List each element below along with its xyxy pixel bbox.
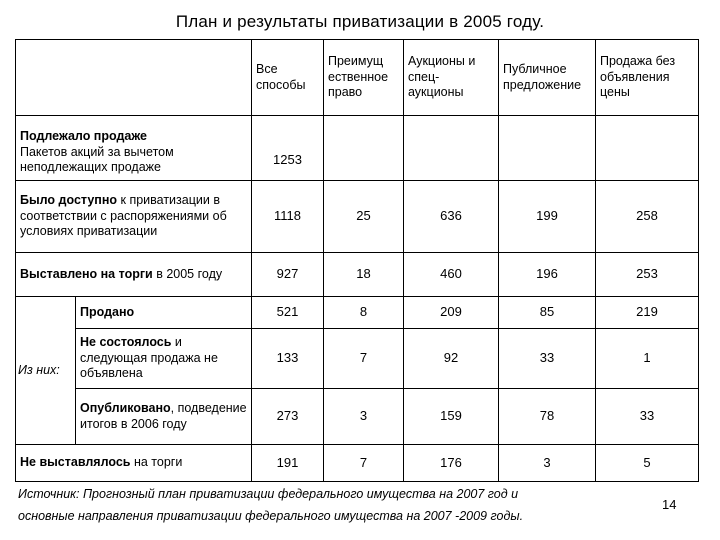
table-cell: 521 <box>252 297 324 329</box>
table-cell: 196 <box>499 253 596 297</box>
table-cell: 636 <box>404 181 499 253</box>
header-empty-cell <box>16 40 252 116</box>
source-note <box>18 483 523 527</box>
table-cell: 199 <box>499 181 596 253</box>
source-line: основные направления приватизации федерального имущества на 2007 -2009 годы. <box>18 509 524 523</box>
table-cell: 7 <box>324 329 404 389</box>
table-cell: 78 <box>499 389 596 445</box>
row-label-not-put-up: Не выставлялось на торги <box>16 445 252 482</box>
table-cell: 176 <box>404 445 499 482</box>
table-cell: 253 <box>596 253 699 297</box>
table-cell: 1 <box>596 329 699 389</box>
table-cell: 159 <box>404 389 499 445</box>
privatization-table <box>15 39 699 482</box>
table-row <box>16 181 699 253</box>
table-cell: 1253 <box>252 116 324 181</box>
table-cell: 1118 <box>252 181 324 253</box>
table-cell: 25 <box>324 181 404 253</box>
page-number: 14 <box>662 497 677 512</box>
table-cell: 460 <box>404 253 499 297</box>
table-cell: 85 <box>499 297 596 329</box>
row-label-put-up-for-auction: Выставлено на торги в 2005 году <box>16 253 252 297</box>
table-cell: 927 <box>252 253 324 297</box>
header-row <box>16 40 699 116</box>
table-cell: 191 <box>252 445 324 482</box>
table-cell <box>404 116 499 181</box>
row-label-available: Было доступно к приватизации в соответствии с распоряжениями об условиях приватизации <box>16 181 252 253</box>
table-cell <box>499 116 596 181</box>
table-cell: 273 <box>252 389 324 445</box>
table-row <box>16 297 699 329</box>
table-cell: 258 <box>596 181 699 253</box>
table-cell: 209 <box>404 297 499 329</box>
col-header-all-methods: Все способы <box>252 40 324 116</box>
table-cell: 3 <box>499 445 596 482</box>
source-line: Источник: Прогнозный план приватизации федерального имущества на 2007 год и <box>18 487 519 501</box>
col-header-public-offer: Публичное предложение <box>499 40 596 116</box>
row-label-sold: Продано <box>76 297 252 329</box>
table-row <box>16 253 699 297</box>
table-cell: 8 <box>324 297 404 329</box>
table-row <box>16 389 699 445</box>
table-cell <box>324 116 404 181</box>
page-title: План и результаты приватизации в 2005 году. <box>175 12 545 31</box>
col-header-auctions: Аукционы и спец-аукционы <box>404 40 499 116</box>
table-row <box>16 445 699 482</box>
table-cell: 219 <box>596 297 699 329</box>
of-which-label: Из них: <box>18 362 60 377</box>
table-cell: 33 <box>499 329 596 389</box>
table-cell <box>596 116 699 181</box>
col-header-preemptive-right: Преимущ ественное право <box>324 40 404 116</box>
table-cell: 7 <box>324 445 404 482</box>
of-which-label-cell <box>16 297 76 445</box>
table-cell: 3 <box>324 389 404 445</box>
table-cell: 92 <box>404 329 499 389</box>
table-row <box>16 329 699 389</box>
table-cell: 133 <box>252 329 324 389</box>
table-cell: 18 <box>324 253 404 297</box>
table-cell: 33 <box>596 389 699 445</box>
col-header-sale-without-price: Продажа без объявления цены <box>596 40 699 116</box>
row-label-failed: Не состоялось и следующая продажа не объявлена <box>76 329 252 389</box>
table-row <box>16 116 699 181</box>
row-label-subject-to-sale: Подлежало продаже Пакетов акций за вычетом неподлежащих продаже <box>16 116 252 181</box>
table-cell: 5 <box>596 445 699 482</box>
row-label-published: Опубликовано, подведение итогов в 2006 году <box>76 389 252 445</box>
